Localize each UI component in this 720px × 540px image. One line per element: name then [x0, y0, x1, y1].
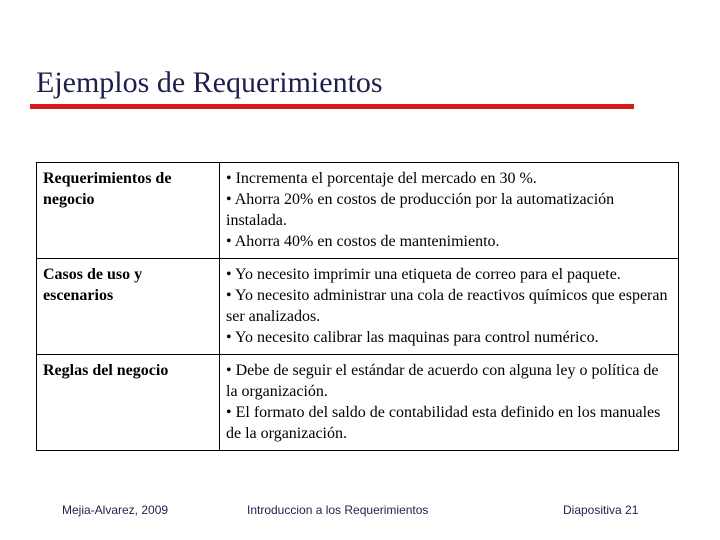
- row-label: Requerimientos de negocio: [37, 163, 220, 259]
- footer-topic: Introduccion a los Requerimientos: [247, 503, 429, 517]
- row-content: [220, 355, 679, 451]
- bullet-item: • Debe de seguir el estándar de acuerdo con alguna ley o política de la organización.: [226, 362, 659, 400]
- bullet-item: • Yo necesito calibrar las maquinas para control numérico.: [226, 329, 599, 346]
- table-row: [37, 163, 679, 259]
- requirements-table: [36, 162, 679, 451]
- table-row: [37, 355, 679, 451]
- bullet-item: • El formato del saldo de contabilidad esta definido en los manuales de la organización.: [226, 404, 661, 442]
- bullet-item: • Yo necesito imprimir una etiqueta de correo para el paquete.: [226, 266, 621, 283]
- table-row: [37, 259, 679, 355]
- bullet-item: • Ahorra 20% en costos de producción por la automatización instalada.: [226, 191, 615, 229]
- footer-author: Mejia-Alvarez, 2009: [62, 503, 169, 517]
- bullet-item: • Yo necesito administrar una cola de reactivos químicos que esperan ser analizados.: [226, 287, 668, 325]
- title-underline: [30, 104, 634, 109]
- row-content: [220, 259, 679, 355]
- bullet-item: • Incrementa el porcentaje del mercado en 30 %.: [226, 170, 537, 187]
- bullet-item: • Ahorra 40% en costos de mantenimiento.: [226, 233, 500, 250]
- slide-title: Ejemplos de Requerimientos: [36, 66, 383, 99]
- row-label: Reglas del negocio: [37, 355, 220, 451]
- row-label: Casos de uso y escenarios: [37, 259, 220, 355]
- footer-slide-number: Diapositiva 21: [563, 503, 639, 517]
- row-content: [220, 163, 679, 259]
